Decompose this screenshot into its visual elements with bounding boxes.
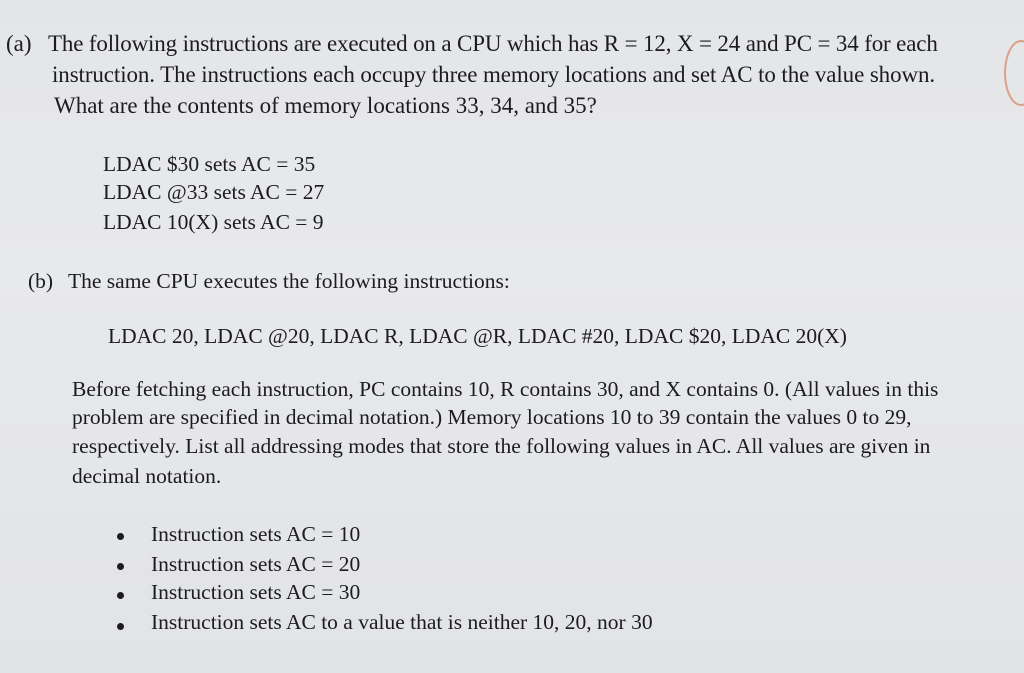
edge-mark [1004,40,1024,106]
bullet-item-1: Instruction sets AC = 10 [151,522,361,546]
part-b-instruction-list: LDAC 20, LDAC @20, LDAC R, LDAC @R, LDAC #20, LDAC $20, LDAC 20(X) [108,324,847,348]
part-b-para-line-2: problem are specified in decimal notation.) Memory locations 10 to 39 contain the values 0 to 29, [72,405,912,429]
part-a-line-2: instruction. The instructions each occupy three memory locations and set AC to the value shown. [52,62,936,87]
part-a-label: (a) [6,31,32,56]
bullet-1 [117,533,124,540]
part-a-line-3: What are the contents of memory locations 33, 34, and 35? [54,93,597,118]
bullet-item-3: Instruction sets AC = 30 [151,580,361,604]
part-b-para-line-4: decimal notation. [72,464,222,488]
bullet-3 [117,592,124,599]
bullet-2 [117,563,124,570]
part-b-para-line-3: respectively. List all addressing modes that store the following values in AC. All values are given in [72,434,931,458]
bullet-item-2: Instruction sets AC = 20 [151,552,361,576]
part-b-para-line-1: Before fetching each instruction, PC contains 10, R contains 30, and X contains 0. (All values in this [72,377,939,401]
bullet-4 [117,623,124,630]
instruction-1: LDAC $30 sets AC = 35 [103,152,316,176]
instruction-2: LDAC @33 sets AC = 27 [103,180,325,204]
bullet-item-4: Instruction sets AC to a value that is neither 10, 20, nor 30 [151,610,653,634]
part-b-intro: The same CPU executes the following instructions: [68,269,510,293]
part-b-label: (b) [28,269,54,293]
instruction-3: LDAC 10(X) sets AC = 9 [103,210,324,234]
part-a-line-1: The following instructions are executed on a CPU which has R = 12, X = 24 and PC = 34 for each [48,31,938,56]
